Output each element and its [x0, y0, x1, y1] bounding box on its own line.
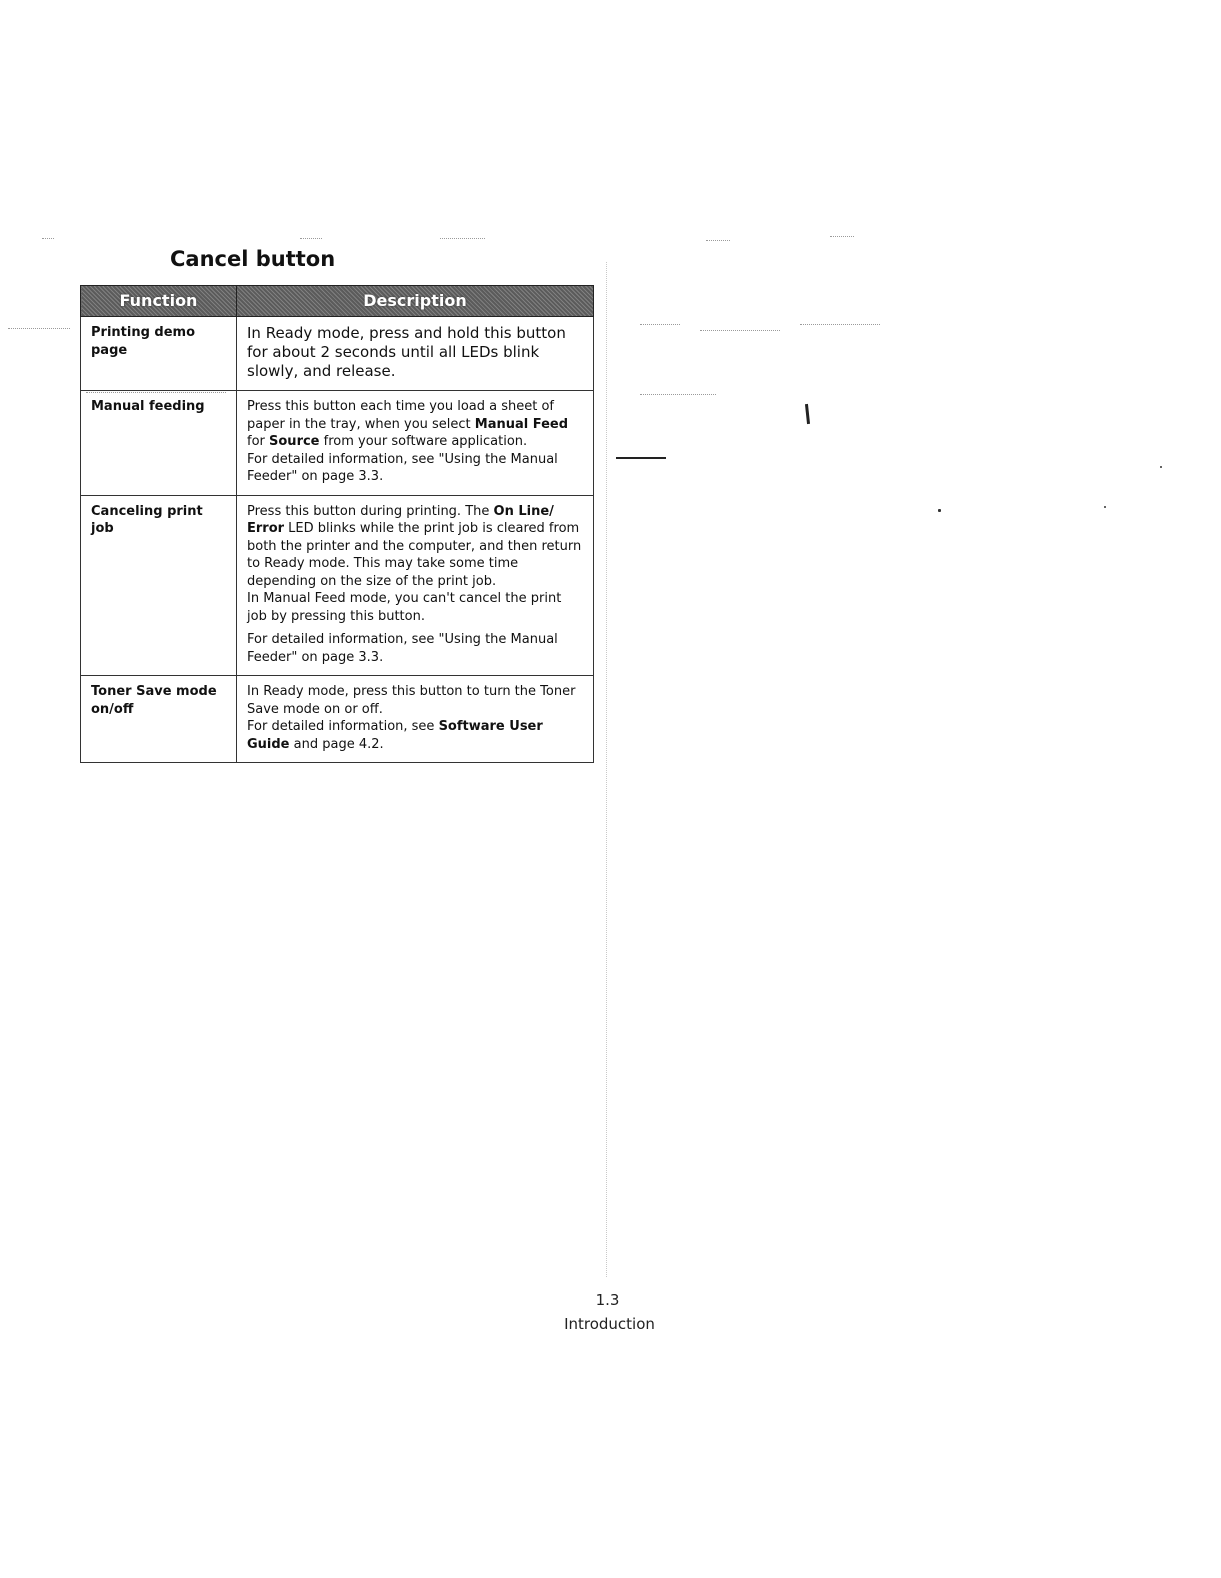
description-text: In Ready mode, press this button to turn the Toner Save mode on or off.: [247, 684, 576, 717]
scan-noise: [440, 238, 485, 241]
description-cell: [237, 391, 594, 496]
description-text: For detailed information, see: [247, 719, 439, 734]
description-paragraph: [247, 590, 583, 625]
scan-noise: [640, 394, 716, 397]
scan-noise: [42, 238, 54, 241]
description-text: from your software application.: [319, 434, 528, 449]
section-title: Cancel button: [170, 247, 336, 271]
description-paragraph: [247, 324, 583, 381]
table-row: [81, 676, 594, 763]
scan-tick-mark: [805, 404, 810, 424]
footer-section-name: Introduction: [564, 1315, 655, 1333]
scan-noise: [300, 238, 322, 241]
scan-noise: [706, 240, 730, 243]
description-text: Press this button during printing. The: [247, 503, 494, 519]
description-text: LED blinks while the print job is cleared from both the printer and the computer, and then return to Ready mode. This may take some time depending on the size of the print job.: [247, 521, 582, 589]
table-row: [81, 391, 594, 496]
description-paragraph: [247, 631, 583, 666]
scan-speck: [1160, 466, 1162, 468]
scan-noise: [640, 324, 680, 327]
description-cell: [237, 495, 594, 676]
page-number: 1.3: [595, 1291, 620, 1309]
table-row: [81, 317, 594, 391]
header-function: Function: [81, 286, 237, 317]
description-paragraph: [247, 503, 583, 591]
function-cell: Manual feeding: [81, 391, 237, 496]
description-text: In Ready mode, press and hold this button for about 2 seconds until all LEDs blink slowly, and release.: [247, 324, 566, 380]
scan-noise: [8, 328, 70, 331]
description-text: In Manual Feed mode, you can't cancel the print job by pressing this button.: [247, 591, 562, 624]
scan-noise: [86, 392, 226, 395]
scan-dash-mark: [616, 457, 666, 459]
scan-speck: [1104, 506, 1106, 508]
bold-term: Source: [269, 434, 320, 449]
table-header-row: [81, 286, 594, 317]
description-paragraph: [247, 718, 583, 753]
function-cell: Canceling print job: [81, 495, 237, 676]
function-cell: Printing demo page: [81, 317, 237, 391]
description-text: for: [247, 434, 270, 449]
bold-term: Manual Feed: [474, 416, 569, 432]
scan-noise: [700, 330, 780, 333]
bold-term: Software User Guide: [247, 719, 543, 752]
description-text: Press this button each time you load a sheet of paper in the tray, when you select: [247, 399, 554, 432]
table-row: [81, 495, 594, 676]
bold-term: On Line/ Error: [247, 503, 554, 536]
header-description: Description: [237, 286, 594, 317]
description-text: For detailed information, see "Using the Manual Feeder" on page 3.3.: [247, 632, 558, 665]
description-paragraph: [247, 451, 583, 486]
function-cell: Toner Save mode on/off: [81, 676, 237, 763]
description-text: For detailed information, see "Using the Manual Feeder" on page 3.3.: [247, 451, 558, 484]
scan-noise: [830, 236, 854, 239]
column-divider: [606, 262, 607, 1277]
cancel-button-table: [80, 285, 594, 763]
scan-noise: [800, 324, 880, 327]
description-cell: [237, 317, 594, 391]
description-cell: [237, 676, 594, 763]
scan-speck: [938, 509, 941, 512]
description-paragraph: [247, 398, 583, 451]
description-paragraph: [247, 683, 583, 718]
description-text: and page 4.2.: [289, 736, 384, 752]
